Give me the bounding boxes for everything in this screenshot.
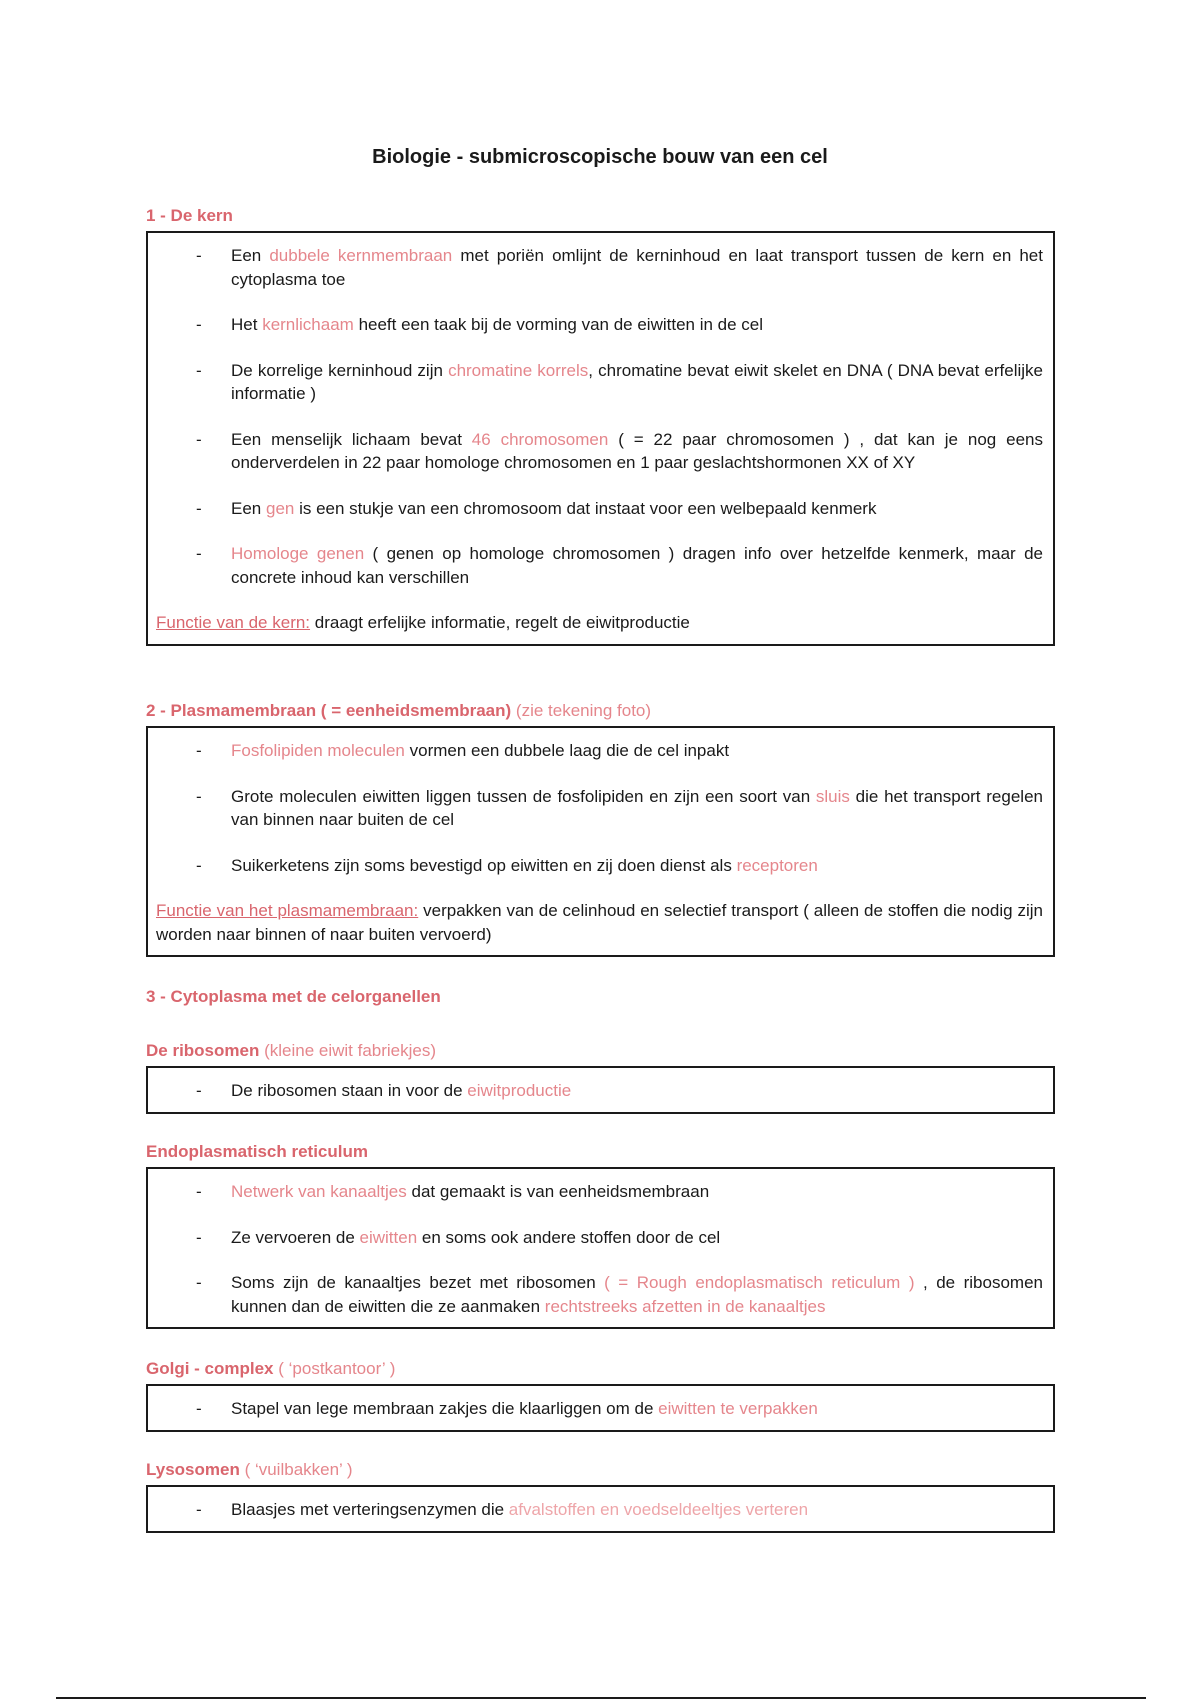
bullet-dash: - xyxy=(196,246,202,265)
content-box xyxy=(146,1066,1055,1114)
text-segment: De korrelige kerninhoud zijn xyxy=(231,360,449,380)
bullet-list xyxy=(156,739,1043,877)
section-heading xyxy=(146,1459,1055,1481)
text-segment: Een menselijk lichaam bevat xyxy=(231,429,472,449)
document-title: Biologie - submicroscopische bouw van een cel xyxy=(372,146,828,168)
highlighted-term: afvalstoffen en voedseldeeltjes verteren xyxy=(508,1500,809,1519)
text-segment: die het transport regelen van binnen naar buiten de cel xyxy=(231,786,1043,829)
bullet-dash: - xyxy=(196,1182,202,1201)
bullet-dash: - xyxy=(196,544,202,563)
list-item xyxy=(156,542,1043,589)
function-statement xyxy=(156,611,1043,635)
highlighted-term: eiwitten te verpakken xyxy=(658,1399,818,1418)
highlighted-term: dubbele kernmembraan xyxy=(269,246,453,265)
content-box xyxy=(146,1485,1055,1533)
text-segment: 2 - Plasmamembraan ( = eenheidsmembraan) xyxy=(146,701,512,720)
text-segment: Stapel van lege membraan zakjes die klaarliggen om de xyxy=(231,1399,659,1418)
bullet-dash: - xyxy=(196,1081,202,1100)
list-item xyxy=(156,244,1043,291)
highlighted-term: ( = Rough endoplasmatisch reticulum ) xyxy=(604,1273,915,1292)
text-segment: 3 - Cytoplasma met de celorganellen xyxy=(146,987,441,1006)
text-segment: is een stukje van een chromosoom dat instaat voor een welbepaald kenmerk xyxy=(294,498,877,518)
list-item xyxy=(156,1397,1043,1421)
list-item xyxy=(156,739,1043,763)
list-item xyxy=(156,854,1043,878)
text-segment: Het xyxy=(231,315,263,334)
bullet-dash: - xyxy=(196,498,202,518)
content-box xyxy=(146,1384,1055,1432)
section-heading xyxy=(146,986,1055,1008)
list-item xyxy=(156,359,1043,406)
section-heading xyxy=(146,700,1055,722)
text-segment: Grote moleculen eiwitten liggen tussen de fosfolipiden en zijn een soort van xyxy=(231,786,816,806)
text-segment: Blaasjes met verteringsenzymen die xyxy=(231,1500,509,1519)
highlighted-term: rechtstreeks afzetten in de kanaaltjes xyxy=(544,1296,826,1316)
text-segment: Soms zijn de kanaaltjes bezet met ribosomen xyxy=(231,1273,605,1292)
heading-note: (kleine eiwit fabriekjes) xyxy=(259,1041,437,1060)
section-plasmamembraan xyxy=(146,700,1055,957)
heading-note: ( ‘vuilbakken’ ) xyxy=(239,1460,353,1479)
text-segment: vormen een dubbele laag die de cel inpakt xyxy=(404,741,730,760)
section-golgi-complex xyxy=(146,1358,1055,1432)
bullet-list xyxy=(156,1397,1043,1421)
text-segment: draagt erfelijke informatie, regelt de eiwitproductie xyxy=(310,613,690,632)
heading-note: ( ‘postkantoor’ ) xyxy=(273,1359,396,1378)
highlighted-term: sluis xyxy=(815,786,850,806)
text-segment: Golgi - complex xyxy=(146,1359,274,1378)
section-heading xyxy=(146,205,1055,227)
section-heading xyxy=(146,1141,1055,1163)
section-lysosomen xyxy=(146,1459,1055,1533)
list-item xyxy=(156,1498,1043,1522)
text-segment: heeft een taak bij de vorming van de eiwitten in de cel xyxy=(353,315,764,334)
section-kern xyxy=(146,205,1055,646)
list-item xyxy=(156,428,1043,475)
section-ribosomen xyxy=(146,1040,1055,1114)
bullet-dash: - xyxy=(196,1273,202,1292)
bullet-dash: - xyxy=(196,360,202,380)
bullet-list xyxy=(156,1079,1043,1103)
highlighted-term: Fosfolipiden moleculen xyxy=(231,741,405,760)
text-segment: Suikerketens zijn soms bevestigd op eiwitten en zij doen dienst als xyxy=(231,855,737,875)
bullet-dash: - xyxy=(196,741,202,760)
bullet-dash: - xyxy=(196,1399,202,1418)
highlighted-term: Homologe genen xyxy=(231,544,365,563)
function-statement xyxy=(156,899,1043,946)
list-item xyxy=(156,1079,1043,1103)
text-segment: met poriën omlijnt de kerninhoud en laat transport tussen de kern en het cytoplasma toe xyxy=(231,246,1043,289)
text-segment: dat gemaakt is van eenheidsmembraan xyxy=(406,1182,710,1201)
text-segment: , de ribosomen kunnen dan de eiwitten die ze aanmaken xyxy=(231,1273,1043,1316)
text-segment: , chromatine bevat eiwit skelet en DNA ( DNA bevat erfelijke informatie ) xyxy=(231,360,1044,403)
bullet-dash: - xyxy=(196,1500,202,1519)
content-box xyxy=(146,726,1055,957)
bullet-dash: - xyxy=(196,855,202,875)
highlighted-term: Netwerk van kanaaltjes xyxy=(231,1182,407,1201)
highlighted-term: gen xyxy=(265,498,295,518)
section-cytoplasma xyxy=(146,986,1055,1012)
bullet-list xyxy=(156,1180,1043,1318)
bullet-dash: - xyxy=(196,1227,202,1247)
function-label: Functie van het plasmamembraan: xyxy=(156,901,419,920)
text-segment: Een xyxy=(231,246,270,265)
highlighted-term: 46 chromosomen xyxy=(471,429,609,449)
section-heading xyxy=(146,1040,1055,1062)
page-bottom-rule xyxy=(56,1697,1146,1699)
list-item xyxy=(156,497,1043,521)
text-segment: De ribosomen staan in voor de xyxy=(231,1081,468,1100)
bullet-dash: - xyxy=(196,786,202,806)
heading-note: (zie tekening foto) xyxy=(511,701,652,720)
text-segment: De ribosomen xyxy=(146,1041,260,1060)
list-item xyxy=(156,785,1043,832)
section-endoplasmatisch-reticulum xyxy=(146,1141,1055,1329)
text-segment: Endoplasmatisch reticulum xyxy=(146,1142,368,1161)
text-segment: Een xyxy=(231,498,266,518)
highlighted-term: eiwitproductie xyxy=(467,1081,572,1100)
highlighted-term: kernlichaam xyxy=(262,315,354,334)
text-segment: Lysosomen xyxy=(146,1460,240,1479)
bullet-list xyxy=(156,244,1043,589)
content-box xyxy=(146,231,1055,646)
content-box xyxy=(146,1167,1055,1329)
text-segment: Ze vervoeren de xyxy=(231,1227,360,1247)
text-segment: 1 - De kern xyxy=(146,206,233,225)
highlighted-term: receptoren xyxy=(736,855,818,875)
section-heading xyxy=(146,1358,1055,1380)
list-item xyxy=(156,1180,1043,1204)
bullet-dash: - xyxy=(196,429,202,449)
list-item xyxy=(156,313,1043,337)
text-segment: verpakken van de celinhoud en selectief transport ( alleen de stoffen die nodig zijn worden naar binnen of naar buiten vervoerd) xyxy=(156,901,1043,944)
list-item xyxy=(156,1226,1043,1250)
list-item xyxy=(156,1271,1043,1318)
highlighted-term: chromatine korrels xyxy=(448,360,589,380)
text-segment: ( genen op homologe chromosomen ) dragen info over hetzelfde kenmerk, maar de concrete inhoud kan verschillen xyxy=(231,544,1044,587)
text-segment: ( = 22 paar chromosomen ) , dat kan je nog eens onderverdelen in 22 paar homologe chromosomen en 1 paar geslachtshormonen XX of XY xyxy=(231,429,1044,472)
text-segment: en soms ook andere stoffen door de cel xyxy=(417,1227,721,1247)
function-label: Functie van de kern: xyxy=(156,613,311,632)
bullet-dash: - xyxy=(196,315,202,334)
highlighted-term: eiwitten xyxy=(359,1227,418,1247)
bullet-list xyxy=(156,1498,1043,1522)
